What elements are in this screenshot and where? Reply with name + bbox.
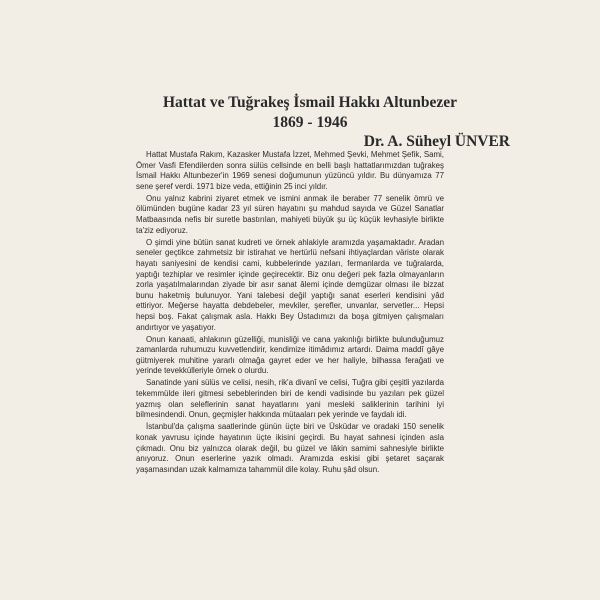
article-title: Hattat ve Tuğrakeş İsmail Hakkı Altunbezer	[162, 94, 458, 111]
paragraph: Onu yalnız kabrini ziyaret etmek ve ismini anmak ile beraber 77 senelik ömrü ve ölümünden bugüne kadar 23 yıl süren hayatını şu mahdud sayıda ve Güzel Sanatlar Matbaasında nefis bir suretle bastırılan, mahiyeti büyük şu üç küçük levhasiyle birlikte ta'ziz ediyoruz.	[136, 193, 444, 235]
paragraph: Hattat Mustafa Rakım, Kazasker Mustafa İzzet, Mehmed Şevki, Mehmet Şefik, Sami, Ömer Vasfi Efendilerden sonra sülüs cellsinde en belli başlı hattatlarımızdan tuğrakeş İsmail Hakkı Altunbezer'in 1969 senesi doğumunun yüzüncü yıldır. Bu dünyamıza 77 sene şeref verdi. 1971 bize veda, ettiğinin 25 inci yıldır.	[136, 150, 444, 191]
article-years: 1869 - 1946	[272, 114, 348, 131]
paragraph: Sanatinde yani sülüs ve celisi, nesih, rik'a divanî ve celisi, Tuğra gibi çeşitli yazılarda tekemmülde ileri gitmesi sebeblerinden biri de kendi vadisinde bu yazıları pek güzel yazmış olan seleflerinin sanat hayatlarını yani mesleki saliklerinin tarihini iyi bilmesindendi. Onun, geçmişler hakkında mütaaları pek yerinde ve faydalı idi.	[136, 378, 444, 420]
article-author: Dr. A. Süheyl ÜNVER	[363, 133, 510, 150]
paragraph: O şimdi yine bütün sanat kudreti ve örnek ahlakiyle aramızda yaşamaktadır. Aradan seneler geçtikce zahmetsiz bir istirahat ve hertürlü nefsani ihtiyaçlardan väriste olarak hayatı saniyesini de kendisi cami, kubbelerinde yazıları, fermanlarda ve tuğralarda, yaptığı tezhiplar ve resimler içinde geçirecektir. Biz onu değeri pek fazla olmayanların zorla yaşatılmalarından ziyade bir asır sanat âlemi içinde demgüzar olması ile bizzat bunu haketmiş bulunuyor. Yani talebesi değil yaptığı sanat eserleri kendisini yâd ettiriyor. Meğerse hayatta debdebeler, mevkiler, şerefler, unvanlar, servetler... Hepsi hepsi boş. Fakat çalışmak asla. Hakkı Bey Üstadımızı da boşa gitmiyen çalışmaları andırtıyor ve yaşatıyor.	[136, 237, 444, 332]
title-block	[110, 94, 510, 151]
paragraph: İstanbul'da çalışma saatlerinde günün üçte biri ve Üsküdar ve oradaki 150 senelik konak yavrusu içinde hayatının üçte ikisini geçirdi. Bu hayat sahnesi içinden asla çıkmadı. Onu biz yalnızca olarak değil, bu güzel ve lâkin samimi sahnesiyle birlikte anıyoruz. Onun eserlerine yazık olmadı. Aramızda eskisi gibi şetaret saçarak yaşamasından uzak kalmamıza tahammül dile kolay. Ruhu şâd olsun.	[136, 422, 444, 474]
article-body	[136, 150, 444, 477]
paragraph: Onun kanaati, ahlakının güzelliği, munisliği ve cana yakınlığı birlikte bulunduğumuz zamanlarda ruhumuzu kuvvetlendirir, kendimize itimâdımız artardı. Daima maddî gâye gütmiyerek muhitine yararlı olmağa gayret eder ve her haliyle, bilhassa ferağati ve yerinde tevekkülleriyle örnek o olurdu.	[136, 334, 444, 376]
